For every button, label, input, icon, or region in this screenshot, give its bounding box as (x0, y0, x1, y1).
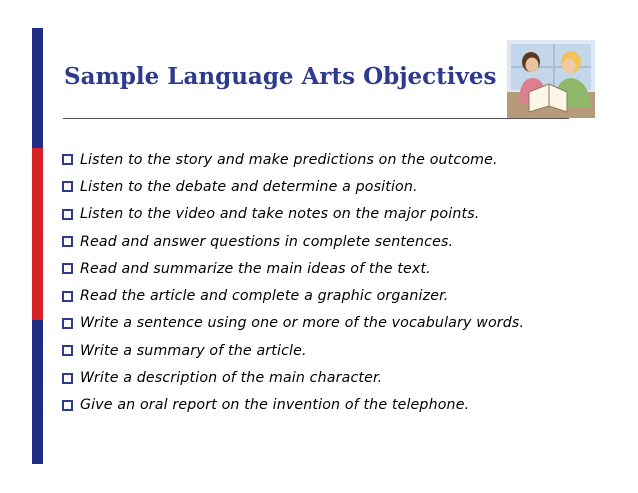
sidebar-segment-blue-bottom (32, 320, 43, 464)
list-item: Listen to the video and take notes on the major points. (62, 201, 524, 228)
hollow-square-bullet-icon (62, 345, 73, 356)
list-item: Write a sentence using one or more of the vocabulary words. (62, 310, 524, 337)
title-underline (63, 118, 569, 119)
children-reading-clipart (505, 36, 599, 122)
list-item: Listen to the debate and determine a position. (62, 173, 524, 200)
hollow-square-bullet-icon (62, 400, 73, 411)
list-item: Write a summary of the article. (62, 337, 524, 364)
hollow-square-bullet-icon (62, 154, 73, 165)
objectives-list (62, 146, 524, 419)
hollow-square-bullet-icon (62, 236, 73, 247)
list-item: Read the article and complete a graphic organizer. (62, 282, 524, 309)
list-item: Write a description of the main character. (62, 364, 524, 391)
sidebar-accent-bar (32, 28, 43, 464)
list-item: Read and summarize the main ideas of the text. (62, 255, 524, 282)
slide-title: Sample Language Arts Objectives (64, 63, 497, 90)
hollow-square-bullet-icon (62, 291, 73, 302)
hollow-square-bullet-icon (62, 209, 73, 220)
list-item: Give an oral report on the invention of the telephone. (62, 392, 524, 419)
list-item: Listen to the story and make predictions on the outcome. (62, 146, 524, 173)
hollow-square-bullet-icon (62, 318, 73, 329)
sidebar-segment-blue-top (32, 28, 43, 148)
hollow-square-bullet-icon (62, 373, 73, 384)
sidebar-segment-red (32, 148, 43, 320)
list-item: Read and answer questions in complete sentences. (62, 228, 524, 255)
hollow-square-bullet-icon (62, 263, 73, 274)
hollow-square-bullet-icon (62, 181, 73, 192)
